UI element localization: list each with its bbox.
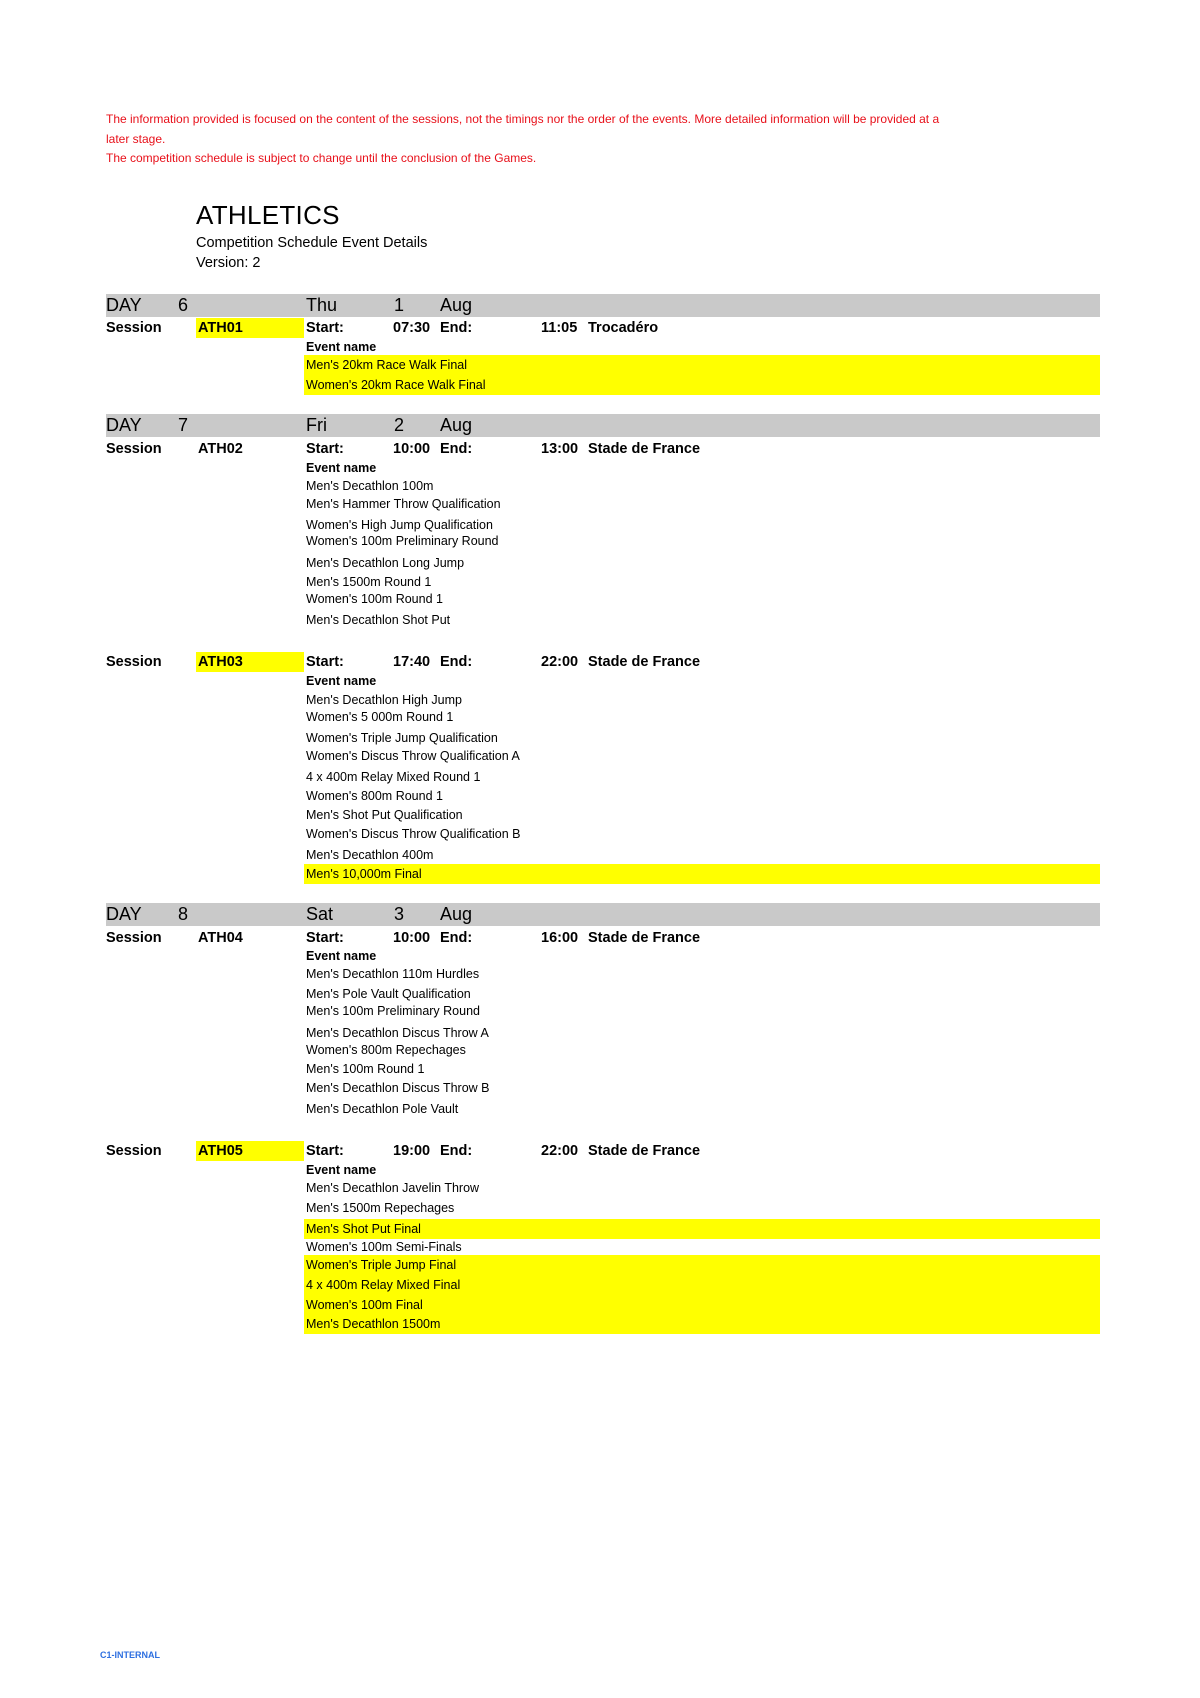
event-item: Men's 1500m Round 1 [306, 575, 432, 589]
event-name-header: Event name [306, 674, 377, 688]
day-label: DAY [106, 415, 142, 435]
session-code: ATH01 [196, 318, 304, 338]
event-item: Men's Decathlon Javelin Throw [306, 1181, 480, 1195]
session-code: ATH03 [196, 652, 304, 672]
event-item: Women's Triple Jump Final [304, 1255, 1100, 1275]
venue: Stade de France [588, 654, 701, 670]
event-item: 4 x 400m Relay Mixed Round 1 [306, 770, 481, 784]
event-item: Women's 800m Round 1 [306, 789, 443, 803]
notice-line: later stage. [106, 131, 166, 146]
notice-line: The information provided is focused on the content of the sessions, not the timings nor the order of the events. More detailed information will be provided at a [106, 112, 940, 126]
notice-line: The competition schedule is subject to change until the conclusion of the Games. [106, 151, 537, 165]
session-code: ATH05 [196, 1141, 304, 1161]
start-label: Start: [306, 320, 344, 336]
month: Aug [440, 415, 473, 435]
session-row [106, 318, 1100, 338]
venue: Stade de France [588, 930, 701, 946]
event-item: Women's 5 000m Round 1 [306, 710, 454, 724]
weekday: Thu [306, 295, 338, 315]
event-item: Men's Decathlon 110m Hurdles [306, 967, 480, 981]
event-item: Men's Decathlon 1500m [304, 1314, 1100, 1334]
event-item: Men's Hammer Throw Qualification [306, 497, 501, 511]
session-code: ATH02 [198, 441, 243, 457]
event-item: Men's 100m Round 1 [306, 1062, 425, 1076]
start-time: 10:00 [393, 930, 431, 946]
event-name-header: Event name [306, 340, 377, 354]
event-item: Women's Triple Jump Qualification [306, 731, 498, 745]
session-code: ATH04 [198, 930, 243, 946]
event-item: Men's 1500m Repechages [306, 1201, 455, 1215]
event-item: Men's Decathlon High Jump [306, 693, 462, 707]
venue: Stade de France [588, 1143, 701, 1159]
venue: Trocadéro [588, 320, 659, 336]
event-item: Women's 20km Race Walk Final [304, 375, 1100, 395]
end-label: End: [440, 441, 473, 457]
page-title: ATHLETICS [196, 200, 340, 230]
month: Aug [440, 904, 473, 924]
event-item: Men's 100m Preliminary Round [306, 1004, 480, 1018]
venue: Stade de France [588, 441, 701, 457]
session-label: Session [106, 1143, 162, 1159]
end-time: 11:05 [541, 320, 578, 336]
end-time: 22:00 [541, 654, 579, 670]
event-item: Men's Decathlon Shot Put [306, 613, 451, 627]
session-label: Session [106, 930, 162, 946]
end-label: End: [440, 320, 473, 336]
date: 1 [394, 295, 405, 315]
session-row [106, 652, 1100, 672]
session-label: Session [106, 654, 162, 670]
event-item: 4 x 400m Relay Mixed Final [304, 1275, 1100, 1295]
end-label: End: [440, 1143, 473, 1159]
event-item: Men's Decathlon Pole Vault [306, 1102, 459, 1116]
session-row [106, 439, 1100, 459]
document-header [196, 200, 427, 273]
session-label: Session [106, 320, 162, 336]
classification-label: C1-INTERNAL [100, 1650, 160, 1660]
page-subtitle: Competition Schedule Event Details [196, 235, 428, 251]
event-name-header: Event name [306, 1163, 377, 1177]
start-label: Start: [306, 1143, 344, 1159]
event-item: Men's 10,000m Final [304, 864, 1100, 884]
event-item: Women's 100m Final [304, 1295, 1100, 1315]
day-number: 7 [178, 415, 189, 435]
session-row [106, 928, 1100, 948]
event-item: Men's Decathlon Discus Throw A [306, 1026, 489, 1040]
event-item: Men's 20km Race Walk Final [304, 355, 1100, 375]
start-time: 07:30 [393, 320, 431, 336]
date: 3 [394, 904, 405, 924]
event-item: Women's Discus Throw Qualification B [306, 827, 521, 841]
event-item: Men's Shot Put Qualification [306, 808, 463, 822]
event-item: Men's Decathlon 400m [306, 848, 434, 862]
start-time: 10:00 [393, 441, 431, 457]
day-bar [106, 294, 1100, 317]
session-label: Session [106, 441, 162, 457]
date: 2 [394, 415, 405, 435]
weekday: Sat [306, 904, 334, 924]
event-item: Men's Decathlon 100m [306, 479, 434, 493]
day-number: 8 [178, 904, 189, 924]
day-bar [106, 414, 1100, 437]
day-label: DAY [106, 295, 142, 315]
month: Aug [440, 295, 473, 315]
end-label: End: [440, 654, 473, 670]
end-time: 13:00 [541, 441, 579, 457]
event-item: Women's 100m Semi-Finals [306, 1240, 462, 1254]
start-label: Start: [306, 441, 344, 457]
event-name-header: Event name [306, 949, 377, 963]
start-time: 17:40 [393, 654, 431, 670]
event-item: Men's Shot Put Final [304, 1219, 1100, 1239]
version-label: Version: 2 [196, 255, 261, 271]
day-bar [106, 903, 1100, 926]
session-row [106, 1141, 1100, 1161]
event-item: Men's Decathlon Long Jump [306, 556, 465, 570]
end-label: End: [440, 930, 473, 946]
event-item: Women's High Jump Qualification [306, 518, 493, 532]
event-item: Women's Discus Throw Qualification A [306, 749, 520, 763]
end-time: 16:00 [541, 930, 579, 946]
start-label: Start: [306, 654, 344, 670]
day-label: DAY [106, 904, 142, 924]
start-label: Start: [306, 930, 344, 946]
event-item: Women's 800m Repechages [306, 1043, 466, 1057]
event-item: Men's Decathlon Discus Throw B [306, 1081, 490, 1095]
end-time: 22:00 [541, 1143, 579, 1159]
start-time: 19:00 [393, 1143, 431, 1159]
day-number: 6 [178, 295, 189, 315]
event-item: Men's Pole Vault Qualification [306, 987, 471, 1001]
event-name-header: Event name [306, 461, 377, 475]
event-item: Women's 100m Round 1 [306, 592, 443, 606]
event-item: Women's 100m Preliminary Round [306, 534, 499, 548]
weekday: Fri [306, 415, 327, 435]
disclaimer-notice [106, 110, 1066, 169]
